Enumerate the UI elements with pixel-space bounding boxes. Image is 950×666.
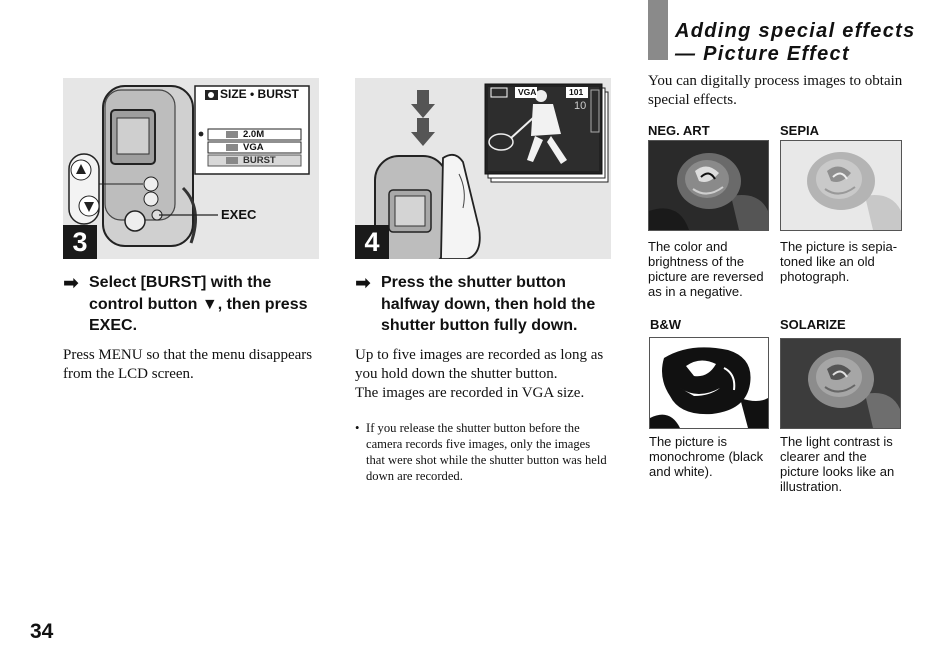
section-title: [675, 20, 945, 66]
step-4-note: [366, 420, 626, 484]
exec-label: EXEC: [221, 207, 257, 222]
effect-desc-bw: [649, 434, 774, 479]
effect-image-neg-art: [648, 140, 769, 231]
rose-image: [781, 141, 901, 230]
screen-remaining-count: 10: [574, 100, 587, 112]
arrow-right-icon: ➡: [63, 272, 79, 294]
effect-desc-line: and white).: [649, 464, 713, 479]
effect-desc-line: The color and: [648, 239, 728, 254]
effect-desc-line: toned like an old: [780, 254, 875, 269]
step-3-body-line: from the LCD screen.: [63, 366, 194, 382]
effect-label-sepia: SEPIA: [780, 123, 820, 138]
rose-image: [650, 338, 768, 428]
effect-desc-line: The light contrast is: [780, 434, 893, 449]
rose-image: [649, 141, 768, 230]
camera-control-button-drawing: [63, 78, 319, 259]
step-4-illustration: [355, 78, 611, 259]
screen-folder-badge: 101: [569, 87, 584, 97]
effect-desc-line: The picture is sepia-: [780, 239, 898, 254]
effect-desc-sepia: [780, 239, 910, 284]
step-4-heading-line: shutter button fully down.: [381, 317, 578, 334]
effect-label-solarize: SOLARIZE: [780, 317, 846, 332]
effect-label-bw: B&W: [650, 317, 682, 332]
shutter-press-drawing: [355, 78, 611, 259]
note-line: If you release the shutter button before the: [366, 421, 580, 435]
step-4-heading-line: Press the shutter button: [381, 274, 566, 291]
step-3-illustration: [63, 78, 319, 259]
effect-image-bw: [649, 337, 769, 429]
title-tab-marker: [648, 0, 668, 60]
effect-desc-line: as in a negative.: [648, 284, 743, 299]
effect-desc-line: photograph.: [780, 269, 850, 284]
step-3-heading: [89, 272, 329, 337]
effect-image-solarize: [780, 338, 901, 429]
effect-label-neg-art: NEG. ART: [648, 123, 710, 138]
step-4-body-line: The images are recorded in VGA size.: [355, 385, 585, 401]
screen-vga-badge: VGA: [518, 87, 537, 97]
intro-text: You can digitally process images to obtain special effects.: [648, 73, 903, 108]
step-number-3: 3: [63, 225, 97, 259]
step-4-body-line: Up to five images are recorded as long as: [355, 347, 604, 363]
note-line: that were shot while the shutter button was held: [366, 453, 607, 467]
step-number-4: 4: [355, 225, 389, 259]
step-4-body: [355, 346, 625, 403]
step-3-heading-line: EXEC.: [89, 317, 138, 334]
effect-desc-line: picture are reversed: [648, 269, 764, 284]
note-line: down are recorded.: [366, 469, 463, 483]
step-3-heading-line: Select [BURST] with the: [89, 274, 272, 291]
section-title-line: Adding special effects: [675, 20, 916, 42]
arrow-right-icon: ➡: [355, 272, 371, 294]
step-4-heading-line: halfway down, then hold the: [381, 295, 596, 313]
rose-image: [781, 339, 900, 428]
page-number: 34: [30, 620, 54, 643]
effect-desc-line: clearer and the: [780, 449, 867, 464]
step-3-body: [63, 346, 333, 384]
menu-item-2m: 2.0M: [243, 129, 265, 140]
menu-title: SIZE • BURST: [220, 87, 299, 101]
section-title-line: — Picture Effect: [675, 43, 850, 65]
step-4-heading: [381, 272, 621, 337]
effect-desc-line: brightness of the: [648, 254, 745, 269]
effect-desc-line: The picture is: [649, 434, 728, 449]
effect-desc-neg-art: [648, 239, 773, 299]
effect-desc-line: illustration.: [780, 479, 843, 494]
bullet-icon: •: [355, 421, 360, 435]
step-3-heading-line: control button ▼, then press: [89, 295, 308, 313]
effect-desc-line: monochrome (black: [649, 449, 764, 464]
step-4-body-line: you hold down the shutter button.: [355, 366, 558, 382]
effect-desc-line: picture looks like an: [780, 464, 895, 479]
step-3-body-line: Press MENU so that the menu disappears: [63, 347, 313, 363]
note-line: camera records five images, only the images: [366, 437, 591, 451]
effect-image-sepia: [780, 140, 902, 231]
menu-item-vga: VGA: [243, 142, 264, 153]
effect-desc-solarize: [780, 434, 910, 494]
menu-item-burst: BURST: [243, 155, 276, 166]
